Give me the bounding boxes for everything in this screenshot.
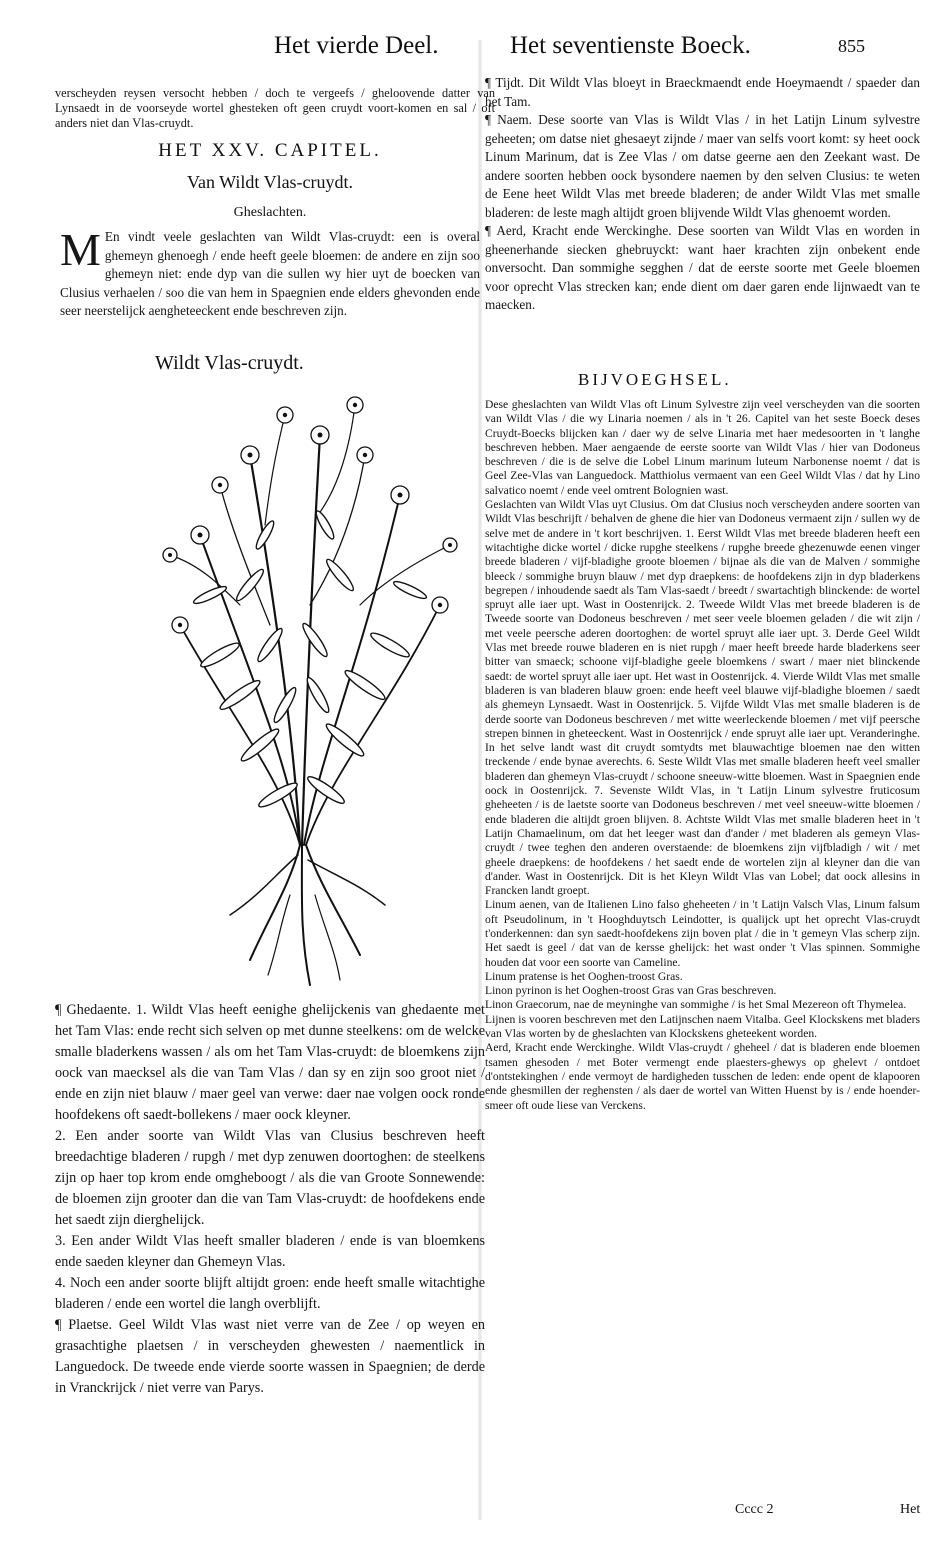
signature-mark: Cccc 2 xyxy=(735,1502,774,1517)
description-section xyxy=(55,1000,485,1399)
flax-plant-illustration xyxy=(150,375,470,995)
item-2-paragraph: 2. Een ander soorte van Wildt Vlas van Clusius beschreven heeft breedachtige bladeren / rupgh / met dyp zenuwen doortoghen: de steelkens zijn op haer top krom ende omgheboogt / als die van Groote Sonnewende: de bloemen zijn grooter dan die van Tam Vlas-cruydt: de hoofdekens ende het saedt zijn dierghelijck. xyxy=(55,1128,485,1228)
bijvoeghsel-paragraph-7: Lijnen is vooren beschreven met den Latijnschen naem Vitalba. Geel Klockskens met bladers van Vlas worten by de gheslachten van Klockskens gheteekent worden. xyxy=(485,1012,920,1041)
running-header-right: Het seventienste Boeck. xyxy=(510,32,751,59)
bijvoeghsel-heading: BIJVOEGHSEL. xyxy=(578,370,732,389)
bijvoeghsel-section xyxy=(485,398,920,1113)
aerd-paragraph: ¶ Aerd, Kracht ende Werckinghe. Dese soorten van Wildt Vlas en worden in gheenerhande siecken ghebruyckt: want haer krachten zijn onbekent ende onversocht. Dan sommighe segghen / dat de eerste soorte met Geele bloemen voor oprecht Vlas strecken kan; ende dient om daer garen ende lijnwaedt van te maecken. xyxy=(485,223,920,312)
naem-paragraph: ¶ Naem. Dese soorte van Vlas is Wildt Vlas / in het Latijn Linum sylvestre geheeten; om datse niet ghesaeyt zijnde / maer van selfs voort komt: sy heet oock Linum Marinum, dat is Zee Vlas / om datse geerne aen den Zeekant wast. De andere soorten hebben oock bysondere naemen by den selven Clusius: te weten de Eene heet Wildt Vlas met breede bladeren; de ander Wildt Vlas met smalle bladeren: de leste magh altijdt groen blijvende Wildt Vlas ghenoemt worden. xyxy=(485,112,920,220)
bijvoeghsel-paragraph-5: Linon pyrinon is het Ooghen-troost Gras van Gras beschreven. xyxy=(485,984,777,998)
intro-text: verscheyden reysen versocht hebben / doch te vergeefs / gheloovende datter van Lynsaedt in de voorseyde wortel ghesteken oft geen cruydt voort-komen en sal / oft anders niet dan Vlas-cruydt. xyxy=(55,86,495,131)
kinds-text: En vindt veele geslachten van Wildt Vlas-cruydt: een is overal ghemeyn ghenoegh / ende heeft geele bloemen: de andere en zijn soo ghemeyn niet: ende dyp van die sullen wy hier uyt de boecken van Clusius verhaelen / soo die van hem in Spaegnien ende elders ghevonden ende seer neerstelijck aengheteeckent ende beschreven zijn. xyxy=(60,229,480,318)
ghedaente-paragraph: ¶ Ghedaente. 1. Wildt Vlas heeft eenighe ghelijckenis van ghedaente met het Tam Vlas: ende recht sich selven op met dunne steelkens: om de welcke smalle bladerkens wassen / als om het Tam Vlas-cruydt: de bloemkens zijn oock van maecksel als die van Tam Vlas / dan sy en zijn soo groot niet / ende en zijn niet blauw / maer geel van verwe: daer nae volgen oock ronde hoofdekens oft saedt-bollekens / maer oock kleyner. xyxy=(55,1002,485,1123)
bijvoeghsel-paragraph-6: Linon Graecorum, nae de meyninghe van sommighe / is het Smal Mezereon oft Thymelea. xyxy=(485,998,907,1012)
tijdt-paragraph: ¶ Tijdt. Dit Wildt Vlas bloeyt in Braeckmaendt ende Hoeymaendt / spaeder dan het Tam. xyxy=(485,75,920,109)
section-heading-kinds: Gheslachten. xyxy=(233,205,307,220)
kinds-paragraph xyxy=(60,224,480,321)
running-header-left: Het vierde Deel. xyxy=(274,32,439,59)
bijvoeghsel-paragraph-1: Dese gheslachten van Wildt Vlas oft Linum Sylvestre zijn veel verscheyden van die soorten van Wildt Vlas / die wy Linaria noemen / als in 't 26. Capitel van het seste Boeck deses Cruydt-Boecks blijcken kan / daer wy de selve Linaria met haer medesoorten in 't langhe beschreven hebben. Maer aengaende de eerste soorte van Wildt Vlas / hier van Dodoneus beschreven / die is de selve die Lobel Linum marinum luteum Narbonense noemt / dat is Geel Zee-Vlas van Languedock. Matthiolus vermaent van een Geel Wildt Vlas / dat hy Lino salvatico noemt / ende veel omtrent Bolognien wast. xyxy=(485,398,920,497)
bijvoeghsel-paragraph-4: Linum pratense is het Ooghen-troost Gras. xyxy=(485,969,683,983)
chapter-subtitle: Van Wildt Vlas-cruydt. xyxy=(186,172,354,192)
bijvoeghsel-paragraph-3: Linum aenen, van de Italienen Lino falso gheheeten / in 't Latijn Valsch Vlas, Linum falsum oft Pseudolinum, in 't Hooghduytsch Leindotter, is qualijck upt het oprecht Vlas-cruydt t'onderkennen: dan syn saedt-hoofdekens zijn boven plat / die in 't gemeyn Vlas scherp zijn. Het saedt is geel / dat van de kersse ghelijck: het wast onder 't Vlas spinnen. Sommighe houden dat voor een soorte van Cameline. xyxy=(485,898,920,969)
catchword: Het xyxy=(900,1502,921,1517)
left-intro-paragraph xyxy=(55,86,495,132)
item-4-paragraph: 4. Noch een ander soorte blijft altijdt groen: ende heeft smalle witachtighe bladeren / ende een wortel die langh overblijft. xyxy=(55,1275,485,1312)
page-number: 855 xyxy=(838,36,865,56)
right-upper-section xyxy=(485,74,920,315)
chapter-heading: HET XXV. CAPITEL. xyxy=(158,140,382,161)
plaetse-paragraph: ¶ Plaetse. Geel Wildt Vlas wast niet verre van de Zee / op weyen en grasachtighe plaetsen / in verscheyden ghewesten / naementlick in Languedock. De tweede ende vierde soorte wassen in Spaegnien; de derde in Vranckrijck / niet verre van Parys. xyxy=(55,1317,485,1396)
item-3-paragraph: 3. Een ander Wildt Vlas heeft smaller bladeren / ende is van bloemkens ende saeden kleyner dan Ghemeyn Vlas. xyxy=(55,1233,485,1270)
bijvoeghsel-paragraph-8: Aerd, Kracht ende Werckinghe. Wildt Vlas-cruydt / gheheel / dat is bladeren ende bloemen tsamen ghesoden / met Boter vermengt ende plaesters-ghewys op ghelevt / ontdoet d'ontstekinghen / ende vermoyt de hardigheden tusschen de leden: ende opent de klapooren ende ghesmillen der reghensten / als daer de wortel van Witten Huenst by is / ende hoender-smeer oft oude liese van Verckens. xyxy=(485,1041,920,1112)
drop-cap: M xyxy=(60,224,101,275)
bijvoeghsel-paragraph-2: Geslachten van Wildt Vlas uyt Clusius. Om dat Clusius noch verscheyden andere soorten van Wildt Vlas beschrijft / behalven de ghene die hier van Dodoneus vermaent zijn / sullen wy de selve met de andere in 't kort beschrijven. 1. Eerst Wildt Vlas met breede bladeren heeft een witachtighe dicke wortel / dicke rupghe steelkens / rupghe breede ghezenuwde eenen vinger breede bladeren / vijf-bladighe groote bloemen / bijnae als die van de Malven / sommighe bleeck / sommighe bruyn blauw / met dyp draepkens: de hoofdekens zijn in dyp bladerkens begrepen / inhoudende saedt als Tam Vlas-saedt / breedt / swartachtigh blinckende: de wortel spruyt alle iaer upt. Wast in Oostenrijck. 2. Tweede Wildt Vlas met breede bladeren is de Tweede soorte van Dodoneus beschreven / met seer veele bloemen geladen / die wit zijn / met veele peersche aderen doortoghen: de wortel spruyt alle iaer upt. 3. Derde Geel Wildt Vlas met breede rouwe bladeren en is niet rupgh / maer heeft breede harde bladerkens seer bitter van smaeck; schoone vijf-bladighe geele bloemkens / swart / maer niet blinckende saedt: de wortel spruyt alle iaer upt. Het wast in Oostenrijck. 4. Vierde Wildt Vlas met smalle bladeren is van bladeren blauw groen: ende heeft veel blauwe vijf-bladighe bloemen / saedt als ghemeyn Lynsaedt. Wast in Oostenrijck. 5. Vijfde Wildt Vlas met smalle bladeren is de derde soorte van Dodoneus beschreven / met witte weerleckende bloemen / met vijf peersche strepen binnen in gheteeckent. Wast in Oostenrijck / ende spruyt alle iaer upt. Veranderinghe. In het selve landt wast dit cruydt somtydts met blauwachtige bloemen nae den witten treckende / ende bynae averechts. 6. Seste Wildt Vlas met smalle bladeren heeft veel smaller bladeren dan ghemeyn Vlas-cruydt / schoone sneeuw-witte bloemen. Wast in Spaegnien ende oock in Oostenrijck. 7. Sevenste Wildt Vlas, in 't Latijn Linum sylvestre fruticosum gheheeten / is de laetste soorte van Dodoneus beschreven / met veel sneeuw-witte bloemen / ende bladeren die altijdt groen blijven. 8. Achtste Wildt Vlas met smalle bladeren heet in 't Latijn Chamaelinum, om dat het leeger wast dan d'ander / met bladeren als gemeyn Vlas-cruydt / twee teghen den anderen overstaende: de bloemkens zijn vijfbladigh / wit / met gheele draepkens: de hoofdekens / het saedt ende de wortelen zijn al kleyner dan die van d'ander. Wast in Oostenrijck. Dit is het Kleyn Wildt Vlas van Lobel; dat oock allesins in Francken landt groept. xyxy=(485,498,920,898)
figure-caption: Wildt Vlas-cruydt. xyxy=(155,352,304,374)
